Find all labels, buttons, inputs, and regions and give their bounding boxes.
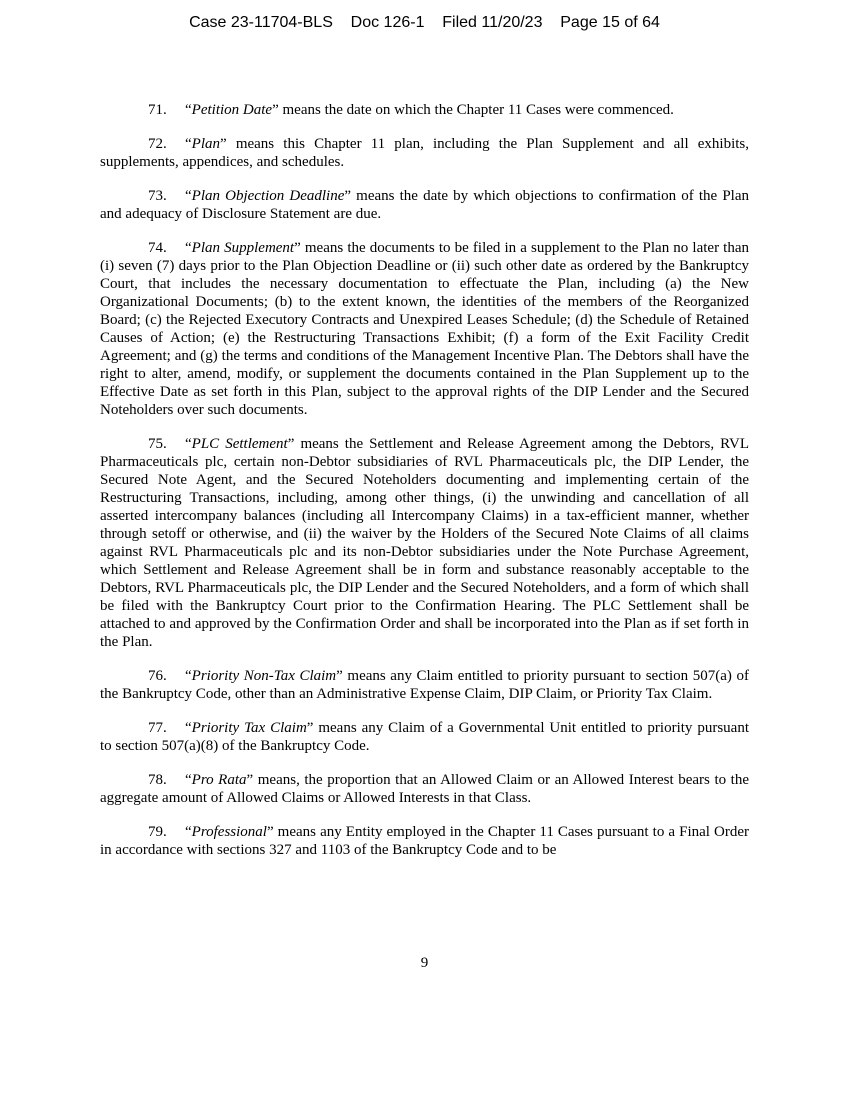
definition-73: 73. “Plan Objection Deadline” means the date by which objections to confirmation of the Plan and adequacy of Disclosure Statement are due. — [100, 188, 749, 222]
defined-term: Plan Supplement — [191, 240, 295, 256]
definition-number: 73. — [148, 188, 167, 204]
defined-term: Plan Objection Deadline — [191, 188, 345, 204]
definition-number: 72. — [148, 136, 167, 152]
definition-number: 74. — [148, 240, 167, 256]
definition-number: 76. — [148, 668, 167, 684]
definition-number: 71. — [148, 102, 167, 118]
definition-text: means any Claim entitled to priority pursuant to section 507(a) of the Bankruptcy Code, other than an Administrative Expense Claim, DIP Claim, or Priority Tax Claim. — [100, 668, 749, 702]
definition-74: 74. “Plan Supplement” means the documents to be filed in a supplement to the Plan no later than (i) seven (7) days prior to the Plan Objection Deadline or (ii) such other date as ordered by the Bankruptcy Court, that includes the necessary documentation to effectuate the Plan, including (a) the New Organizational Documents; (b) to the extent known, the identities of the members of the Reorganized Board; (c) the Rejected Executory Contracts and Unexpired Leases Schedule; (d) the Schedule of Retained Causes of Action; (e) the Restructuring Transactions Exhibit; (f) a form of the Exit Facility Credit Agreement; and (g) the terms and conditions of the Management Incentive Plan. The Debtors shall have the right to alter, amend, modify, or supplement the documents contained in the Plan Supplement up to the Effective Date as set forth in this Plan, subject to the approval rights of the DIP Lender and the Secured Noteholders over such documents. — [100, 240, 749, 418]
definition-text: means this Chapter 11 plan, including the Plan Supplement and all exhibits, supplements, appendices, and schedules. — [100, 136, 749, 170]
definition-78: 78. “Pro Rata” means, the proportion that an Allowed Claim or an Allowed Interest bears to the aggregate amount of Allowed Claims or Allowed Interests in that Class. — [100, 772, 750, 806]
page-header: Case 23-11704-BLS Doc 126-1 Filed 11/20/23 Page 15 of 64 — [189, 14, 660, 31]
defined-term: Plan — [191, 136, 221, 152]
defined-term: Petition Date — [191, 102, 273, 118]
definition-77: 77. “Priority Tax Claim” means any Claim of a Governmental Unit entitled to priority pursuant to section 507(a)(8) of the Bankruptcy Code. — [100, 720, 749, 754]
defined-term: Professional — [191, 824, 267, 840]
definition-number: 75. — [148, 436, 167, 452]
definition-72: 72. “Plan” means this Chapter 11 plan, including the Plan Supplement and all exhibits, supplements, appendices, and schedules. — [100, 136, 749, 170]
defined-term: Pro Rata — [191, 772, 247, 788]
defined-term: PLC Settlement — [191, 436, 288, 452]
definition-number: 77. — [148, 720, 167, 736]
defined-term: Priority Tax Claim — [191, 720, 307, 736]
definition-text: means the documents to be filed in a supplement to the Plan no later than (i) seven (7) days prior to the Plan Objection Deadline or (ii) such other date as ordered by the Bankruptcy Court, that includes the necessary documentation to effectuate the Plan, including (a) the New Organizational Documents; (b) to the extent known, the identities of the members of the Reorganized Board; (c) the Rejected Executory Contracts and Unexpired Leases Schedule; (d) the Schedule of Retained Causes of Action; (e) the Restructuring Transactions Exhibit; (f) a form of the Exit Facility Credit Agreement; and (g) the terms and conditions of the Management Incentive Plan. The Debtors shall have the right to alter, amend, modify, or supplement the documents contained in the Plan Supplement up to the Effective Date as set forth in this Plan, subject to the approval rights of the DIP Lender and the Secured Noteholders over such documents. — [100, 240, 749, 418]
definition-text: means any Claim of a Governmental Unit entitled to priority pursuant to section 507(a)(8) of the Bankruptcy Code. — [100, 720, 749, 754]
definition-number: 78. — [148, 772, 167, 788]
definition-71: 71. “Petition Date” means the date on which the Chapter 11 Cases were commenced. — [148, 102, 674, 118]
definition-76: 76. “Priority Non-Tax Claim” means any Claim entitled to priority pursuant to section 507(a) of the Bankruptcy Code, other than an Administrative Expense Claim, DIP Claim, or Priority Tax Claim. — [100, 668, 749, 702]
document-body — [100, 101, 749, 875]
definition-text: means the Settlement and Release Agreement among the Debtors, RVL Pharmaceuticals plc, certain non-Debtor subsidiaries of RVL Pharmaceuticals plc, the DIP Lender, the Secured Note Agent, and the Secured Noteholders documenting and implementing certain of the Restructuring Transactions, including, among other things, (i) the unwinding and cancellation of all asserted intercompany balances (including all Intercompany Claims) in a tax-efficient manner, whether through setoff or otherwise, and (ii) the waiver by the Holders of the Secured Note Claims of all claims against RVL Pharmaceuticals plc and its non-Debtor subsidiaries under the Note Purchase Agreement, which Settlement and Release Agreement shall be in form and substance reasonably acceptable to the Debtors, RVL Pharmaceuticals plc, the DIP Lender and the Secured Noteholders, and a form of which shall be filed with the Bankruptcy Court prior to the Confirmation Hearing. The PLC Settlement shall be attached to and approved by the Confirmation Order and shall be incorporated into the Plan as if set forth in the Plan. — [100, 436, 749, 650]
definition-text: means, the proportion that an Allowed Claim or an Allowed Interest bears to the aggregate amount of Allowed Claims or Allowed Interests in that Class. — [100, 772, 750, 806]
page-number: 9 — [420, 955, 429, 971]
definition-text: means the date on which the Chapter 11 Cases were commenced. — [278, 102, 674, 118]
definition-number: 79. — [148, 824, 167, 840]
definition-text: means the date by which objections to confirmation of the Plan and adequacy of Disclosure Statement are due. — [100, 188, 749, 222]
defined-term: Priority Non-Tax Claim — [191, 668, 337, 684]
definition-79: 79. “Professional” means any Entity employed in the Chapter 11 Cases pursuant to a Final Order in accordance with sections 327 and 1103 of the Bankruptcy Code and to be — [100, 824, 749, 858]
definition-75: 75. “PLC Settlement” means the Settlement and Release Agreement among the Debtors, RVL Pharmaceuticals plc, certain non-Debtor subsidiaries of RVL Pharmaceuticals plc, the DIP Lender, the Secured Note Agent, and the Secured Noteholders documenting and implementing certain of the Restructuring Transactions, including, among other things, (i) the unwinding and cancellation of all asserted intercompany balances (including all Intercompany Claims) in a tax-efficient manner, whether through setoff or otherwise, and (ii) the waiver by the Holders of the Secured Note Claims of all claims against RVL Pharmaceuticals plc and its non-Debtor subsidiaries under the Note Purchase Agreement, which Settlement and Release Agreement shall be in form and substance reasonably acceptable to the Debtors, RVL Pharmaceuticals plc, the DIP Lender and the Secured Noteholders, and a form of which shall be filed with the Bankruptcy Court prior to the Confirmation Hearing. The PLC Settlement shall be attached to and approved by the Confirmation Order and shall be incorporated into the Plan as if set forth in the Plan. — [100, 436, 749, 650]
definition-text: means any Entity employed in the Chapter 11 Cases pursuant to a Final Order in accordance with sections 327 and 1103 of the Bankruptcy Code and to be — [100, 824, 749, 858]
